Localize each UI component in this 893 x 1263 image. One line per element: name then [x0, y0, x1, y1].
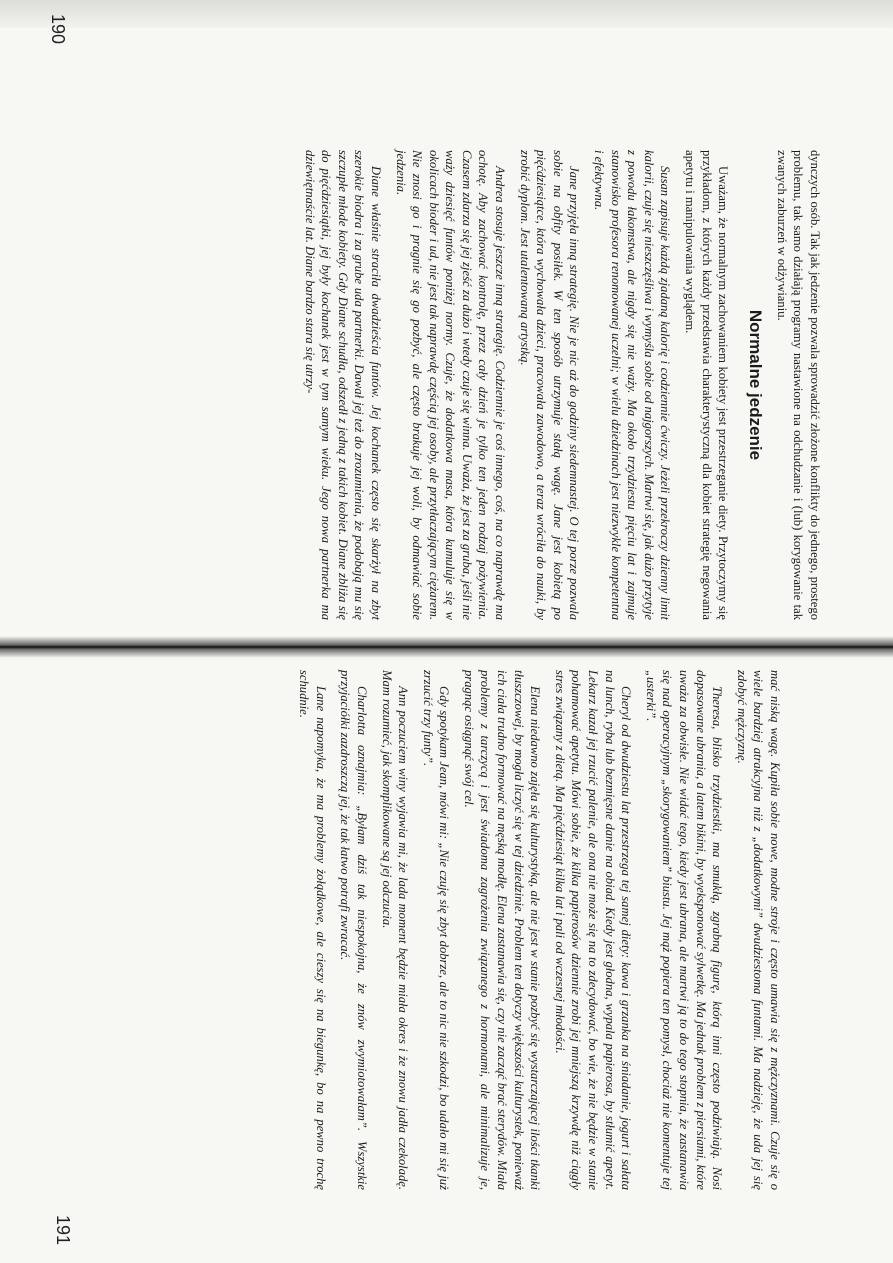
left-intro-paragraph: dynczych osób. Tak jak jedzenie pozwala sprowadzić złożone konflikty do jednego, prostego problemu, tak samo działają programy nastawione na odchudzanie i (lub) korygowanie tak zwanych zaburzeń w odżywianiu.	[774, 150, 822, 620]
right-paragraph-3: Cheryl od dwudziestu lat przestrzega tej samej diety: kawa i grzanka na śniadanie, jogurt i sałata na lunch, ryba lub bezmięsne danie na obiad. Kiedy jest głodna, wypala papierosa, by stłumić apetyt. Lekarz kazał jej rzucić palenie, ale ona nie może się na to zdecydować, bo wie, że nie będzie w stanie pohamować apetytu. Mówi sobie, że kilka papierosów dziennie zrobi jej mniejszą krzywdę niż ciągły stres związany z dietą. Ma pięćdziesiąt kilka lat i pali od wczesnej młodości.	[552, 670, 634, 1190]
right-paragraph-6: Ann poczuciem winy wyjawia mi, że lada moment będzie miała okres i że znowu jadła czekoladę. Mam rozumieć, jak skomplikowane są jej odczucia.	[379, 670, 411, 1190]
left-paragraph-2: Susan zapisuje każdą zjadaną kalorię i codziennie ćwiczy. Jeżeli przekroczy dzienny limit kalorii, czuje się nieszczęśliwa i wymyśla sobie od najgorszych. Martwi się, jak dużo przytyje z powodu łakomstwa, ale nigdy się nie waży. Ma około trzydziestu pięciu lat i zajmuje stanowisko profesora renomowanej uczelni; w wielu dziedzinach jest niezwykle kompetentna i efektywna.	[592, 150, 673, 620]
right-paragraph-7: Charlotta oznajmia: „Byłam dziś tak niespokojna, że znów zwymiotowałam”. Wszystkie przyjaciółki zazdroszczą jej, że tak łatwo potrafi zwracać.	[338, 670, 369, 1190]
right-paragraph-2: Theresa, blisko trzydziestki, ma smukłą, zgrabną figurę, którą inni często podziwiają. Nosi dopasowane ubrania, a latem bikini, by wyeksponować sylwetkę. Ma jednak problem z piersiami, które uważa za obwisłe. Nie widać tego, kiedy jest ubrana, ale martwi ją to do tego stopnia, że zastanawia się nad operacyjnym „skorygowaniem” biustu. Jej mąż popiera ten pomysł, chociaż nie komentuje tej „usterki”.	[643, 670, 725, 1190]
right-page	[0, 650, 893, 1263]
page-number-left: 190	[48, 14, 68, 45]
section-heading: Normalne jedzenie	[746, 309, 766, 461]
left-paragraph-4: Andrea stosuje jeszcze inną strategię. Codziennie je coś innego, coś, na co naprawdę ma ochotę. Aby zachować kontrolę, przez cały dzień je tylko ten jeden rodzaj pożywienia. Czasem zdarza się jej zjeść za dużo i wtedy czuje się winna. Uważa, że jest za gruba, jeśli nie waży dziesięć funtów poniżej normy. Czuje, że dodatkowa masa, która kumuluje się w okolicach bioder i ud, nie jest tak naprawdę częścią jej osoby, ale przytłaczającym ciężarem. Nie znosi go i pragnie się go pozbyć, ale często brakuje jej woli, by odmawiać sobie jedzenia.	[393, 150, 508, 620]
right-paragraph-8: Lane napomyka, że ma problemy żołądkowe, ale cieszy się na biegunkę, bo na pewno trochę schudnie.	[297, 670, 328, 1190]
left-paragraph-1: Uważam, że normalnym zachowaniem kobiety jest przestrzeganie diety. Przytoczymy się przykładom, z których każdy przedstawia charakterystyczną dla kobiet strategię negowania apetytu i manipulowania wyglądem.	[683, 150, 731, 620]
page-number-right: 191	[53, 1215, 73, 1246]
left-paragraph-5: Diane właśnie straciła dwadzieścia funtów. Jej kochanek często się skarżył na zbyt szerokie biodra i za grube uda partnerki. Dawał jej też do zrozumienia, że podobają mu się szczupłe młode kobiety. Gdy Diane schudła, odszedł z jedną z takich kobiet. Diane zbliża się do pięćdziesiątki, jej były kochanek jest w tym samym wieku. Jego nowa partnerka ma dziewiętnaście lat. Diane bardzo stara się utrzy-	[302, 150, 383, 620]
left-paragraph-3: Jane przyjęła inną strategię. Nie je nic aż do godziny siedemnastej. O tej porze pozwala sobie na obfity posiłek. W ten sposób utrzymuje stałą wagę. Jane jest kobietą po pięćdziesiątce, która wychowała dzieci, pracowała zawodowo, a teraz wróciła do nauki, by zrobić dyplom. Jest utalentowaną artystką.	[517, 150, 582, 620]
left-page-text	[0, 150, 823, 620]
right-paragraph-4: Elena niedawno zajęła się kulturystyką, ale nie jest w stanie pozbyć się wystarczającej ilości tkanki tłuszczowej, by mogła liczyć się w tej dziedzinie. Problem ten dotyczy większości kulturystek, ponieważ ich ciała trudno formować na męską modłę. Elena zastanawia się, czy nie zacząć brać sterydów. Miała problemy z tarczycą i jest świadoma zagrożenia związanego z hormonami, ale minimalizuje je, pragnąc osiągnąć swój cel.	[461, 670, 543, 1190]
right-page-text	[0, 670, 783, 1190]
right-paragraph-5: Gdy spotykam Jean, mówi mi: „Nie czuję się zbyt dobrze, ale to nic nie szkodzi, bo udało mi się już zrzucić trzy funty”.	[420, 670, 452, 1190]
right-paragraph-1: mać niską wagę. Kupiła sobie nowe, modne stroje i często umawia się z mężczyznami. Czuje się o wiele bardziej atrakcyjna niż z „dodatkowymi” dwudziestoma funtami. Ma nadzieję, że uda jej się zdobyć mężczyznę.	[734, 670, 782, 1190]
